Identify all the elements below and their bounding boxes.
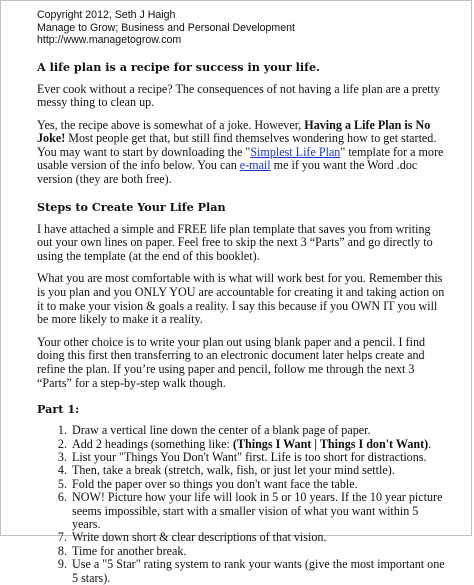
- list-item: [70, 438, 449, 451]
- email-link[interactable]: e-mail: [239, 158, 271, 173]
- paragraph-recipe: Ever cook without a recipe? The consequences of not having a life plan are a pretty messy thing to clean up.: [37, 81, 441, 110]
- copyright-line: Copyright 2012, Seth J Haigh: [37, 9, 176, 21]
- paragraph-template: I have attached a simple and FREE life plan template that saves you from writing out your own lines on paper. Feel free to skip the next 3 “Parts” and go directly to using the template (at the end of this booklet).: [37, 221, 433, 263]
- list-item: 8. Time for another break.: [70, 545, 449, 558]
- header-website: http://www.managetogrow.com: [37, 34, 182, 46]
- list-item: 3. List your "Things You Don't Want" first. Life is too short for distractions.: [70, 451, 449, 464]
- list-item: 5. Fold the paper over so things you don't want face the table.: [70, 478, 449, 491]
- simplest-life-plan-link[interactable]: Simplest Life Plan: [250, 144, 341, 159]
- list-item: 1. Draw a vertical line down the center of a blank page of paper.: [70, 424, 449, 437]
- list-item: 4. Then, take a break (stretch, walk, fish, or just let your mind settle).: [70, 464, 449, 477]
- bold-text: Having a Life Plan is No Joke!: [37, 117, 431, 146]
- header-subtitle: Manage to Grow; Business and Personal Development: [37, 21, 295, 34]
- list-item: 7. Write down short & clear descriptions of that vision.: [70, 531, 449, 544]
- part-1-steps: [37, 424, 449, 585]
- paragraph-joke: [37, 119, 449, 187]
- section-heading-life-plan: A life plan is a recipe for success in your life.: [37, 59, 320, 74]
- paragraph-text: Most people get that, but still find themselves wondering how to get started. You may want to start by downloading the ": [37, 131, 437, 159]
- paragraph-text: me if you want the Word .doc version (they are both free).: [37, 158, 418, 187]
- paragraph-text: " template for a more usable version of the info below. You can: [37, 144, 444, 173]
- part-1-heading: Part 1:: [37, 402, 80, 417]
- bold-text: (Things I Want | Things I don't Want): [232, 436, 429, 451]
- paragraph-comfort: What you are most comfortable with is what will work best for you. Remember this is you plan and you ONLY YOU are accountable for creating it and taking action on it to make your vision & goals a reality. I say this because if you OWN IT you will be more likely to make it a reality.: [37, 271, 445, 327]
- list-item: 6. NOW! Picture how your life will look in 5 or 10 years. If the 10 year picture seems impossible, start with a smaller vision of what you want within 5 years.: [70, 491, 449, 531]
- section-heading-steps: Steps to Create Your Life Plan: [37, 199, 226, 214]
- list-item: 9. Use a "5 Star" rating system to rank your wants (give the most important one 5 stars).: [70, 558, 449, 585]
- paragraph-text: Yes, the recipe above is somewhat of a joke. However,: [37, 117, 305, 132]
- list-item-text: Add 2 headings (something like:: [72, 436, 233, 451]
- list-item-text: .: [428, 436, 432, 451]
- paragraph-other-choice: Your other choice is to write your plan out using blank paper and a pencil. I find doing this first then transferring to an electronic document later helps create and refine the plan. If you’re using paper and pencil, follow me through the next 3 “Parts” for a step-by-step walk though.: [37, 334, 426, 390]
- document-header: [37, 9, 449, 47]
